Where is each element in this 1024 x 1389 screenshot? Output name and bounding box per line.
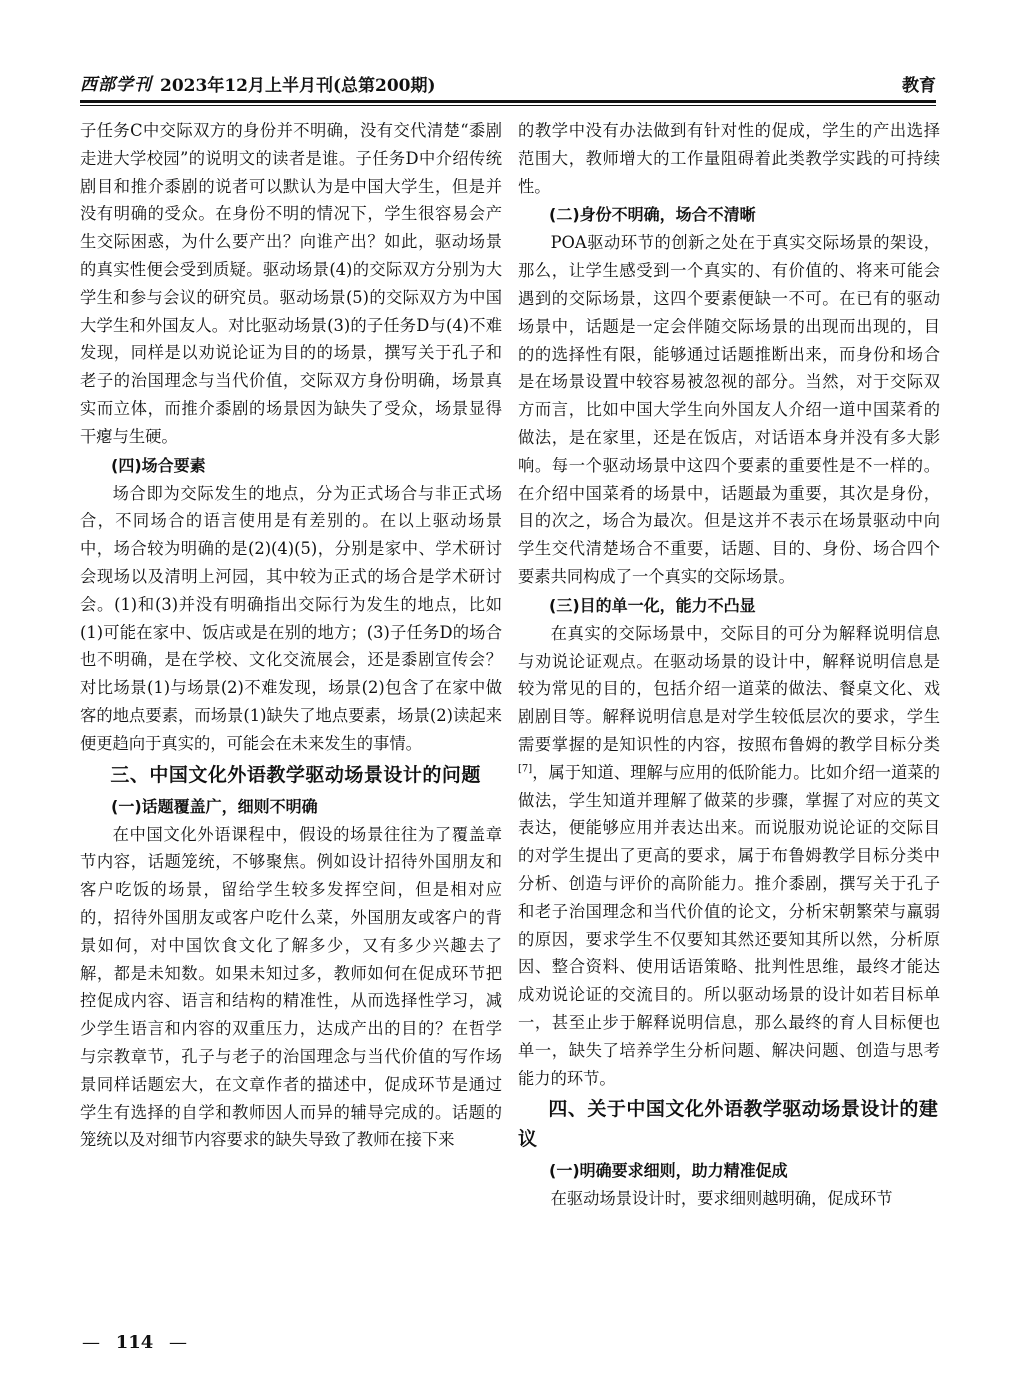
left-column	[80, 117, 502, 1302]
page-footer	[82, 1332, 187, 1353]
footer-dash-left: —	[82, 1332, 100, 1353]
paragraph: POA驱动环节的创新之处在于真实交际场景的架设，那么，让学生感受到一个真实的、有价值的、将来可能会遇到的交际场景，这四个要素便缺一不可。在已有的驱动场景中，话题是一定会伴随交际场景的出现而出现的，目的的选择性有限，能够通过话题推断出来，而身份和场合是在场景设置中较容易被忽视的部分。当然，对于交际双方而言，比如中国大学生向外国友人介绍一道中国菜肴的做法，是在家里，还是在饭店，对话语本身并没有多大影响。每一个驱动场景中这四个要素的重要性是不一样的。在介绍中国菜肴的场景中，话题最为重要，其次是身份，目的次之，场合为最次。但是这并不表示在场景驱动中向学生交代清楚场合不重要，话题、目的、身份、场合四个要素共同构成了一个真实的交际场景。	[518, 233, 940, 586]
right-column	[518, 117, 940, 1302]
paragraph-text: 在真实的交际场景中，交际目的可分为解释说明信息与劝说论证观点。在驱动场景的设计中，解释说明信息是较为常见的目的，包括介绍一道菜的做法、餐桌文化、戏剧剧目等。解释说明信息是对学生较低层次的要求，学生需要掌握的是知识性的内容，按照布鲁姆的教学目标分类	[518, 623, 940, 754]
subsection-heading: (三)目的单一化，能力不凸显	[549, 595, 756, 615]
subsection-heading: (二)身份不明确，场合不清晰	[549, 205, 756, 225]
journal-logo: 西部学刊	[80, 75, 152, 95]
paragraph-text: ，属于知道、理解与应用的低阶能力。比如介绍一道菜的做法，学生知道并理解了做菜的步骤，掌握了对应的英文表达，便能够应用并表达出来。而说服劝说论证的交际目的对学生提出了更高的要求，属于布鲁姆教学目标分类中分析、创造与评价的高阶能力。推介黍剧，撰写关于孔子和老子治国理念和当代价值的论文，分析宋朝繁荣与羸弱的原因，要求学生不仅要知其然还要知其所以然，分析原因、整合资料、使用话语策略、批判性思维，最终才能达成劝说论证的交流目的。所以驱动场景的设计如若目标单一，甚至止步于解释说明信息，那么最终的育人目标便也单一，缺失了培养学生分析问题、解决问题、创造与思考能力的环节。	[518, 762, 940, 1088]
running-header	[80, 70, 936, 100]
section-heading: 四、关于中国文化外语教学驱动场景设计的建议	[518, 1098, 939, 1151]
citation-ref: [7]	[518, 763, 533, 775]
paragraph	[518, 620, 940, 1093]
paragraph: 在中国文化外语课程中，假设的场景往往为了覆盖章节内容，话题笼统，不够聚焦。例如设计招待外国朋友和客户吃饭的场景，留给学生较多发挥空间，但是相对应的，招待外国朋友或客户吃什么菜，外国朋友或客户的背景如何，对中国饮食文化了解多少，又有多少兴趣去了解，都是未知数。如果未知过多，教师如何在促成环节把控促成内容、语言和结构的精准性，从而选择性学习，减少学生语言和内容的双重压力，达成产出的目的？在哲学与宗教章节，孔子与老子的治国理念与当代价值的写作场景同样话题宏大，在文章作者的描述中，促成环节是通过学生有选择的自学和教师因人而异的辅导完成的。话题的笼统以及对细节内容要求的缺失导致了教师在接下来	[80, 824, 502, 1150]
issue-info: 2023年12月上半月刊(总第200期)	[160, 76, 436, 96]
subsection-heading: (四)场合要素	[111, 455, 206, 475]
section-label: 教育	[902, 76, 936, 96]
subsection-heading: (一)明确要求细则，助力精准促成	[549, 1161, 788, 1181]
section-heading: 三、中国文化外语教学驱动场景设计的问题	[110, 763, 481, 786]
page-number: 114	[115, 1332, 154, 1353]
paragraph: 的教学中没有办法做到有针对性的促成，学生的产出选择范围大，教师增大的工作量阻碍着此类教学实践的可持续性。	[518, 121, 940, 196]
subsection-heading: (一)话题覆盖广，细则不明确	[111, 796, 318, 816]
header-rule	[80, 100, 936, 103]
footer-dash-right: —	[169, 1332, 188, 1353]
paragraph: 子任务C中交际双方的身份并不明确，没有交代清楚“黍剧走进大学校园”的说明文的读者是谁。子任务D中介绍传统剧目和推介黍剧的说者可以默认为是中国大学生，但是并没有明确的受众。在身份不明的情况下，学生很容易会产生交际困惑，为什么要产出？向谁产出？如此，驱动场景的真实性便会受到质疑。驱动场景(4)的交际双方分别为大学生和参与会议的研究员。驱动场景(5)的交际双方为中国大学生和外国友人。对比驱动场景(3)的子任务D与(4)不难发现，同样是以劝说论证为目的的场景，撰写关于孔子和老子的治国理念与当代价值，交际双方身份明确，场景真实而立体，而推介黍剧的场景因为缺失了受众，场景显得干瘪与生硬。	[80, 121, 502, 446]
header-rule-thin	[80, 105, 936, 106]
paragraph: 场合即为交际发生的地点，分为正式场合与非正式场合，不同场合的语言使用是有差别的。在以上驱动场景中，场合较为明确的是(2)(4)(5)，分别是家中、学术研讨会现场以及清明上河园，其中较为正式的场合是学术研讨会。(1)和(3)并没有明确指出交际行为发生的地点，比如(1)可能在家中、饭店或是在别的地方；(3)子任务D的场合也不明确，是在学校、文化交流展会，还是黍剧宣传会？对比场景(1)与场景(2)不难发现，场景(2)包含了在家中做客的地点要素，而场景(1)缺失了地点要素，场景(2)读起来便更趋向于真实的，可能会在未来发生的事情。	[80, 483, 502, 753]
paragraph: 在驱动场景设计时，要求细则越明确，促成环节	[550, 1189, 893, 1209]
